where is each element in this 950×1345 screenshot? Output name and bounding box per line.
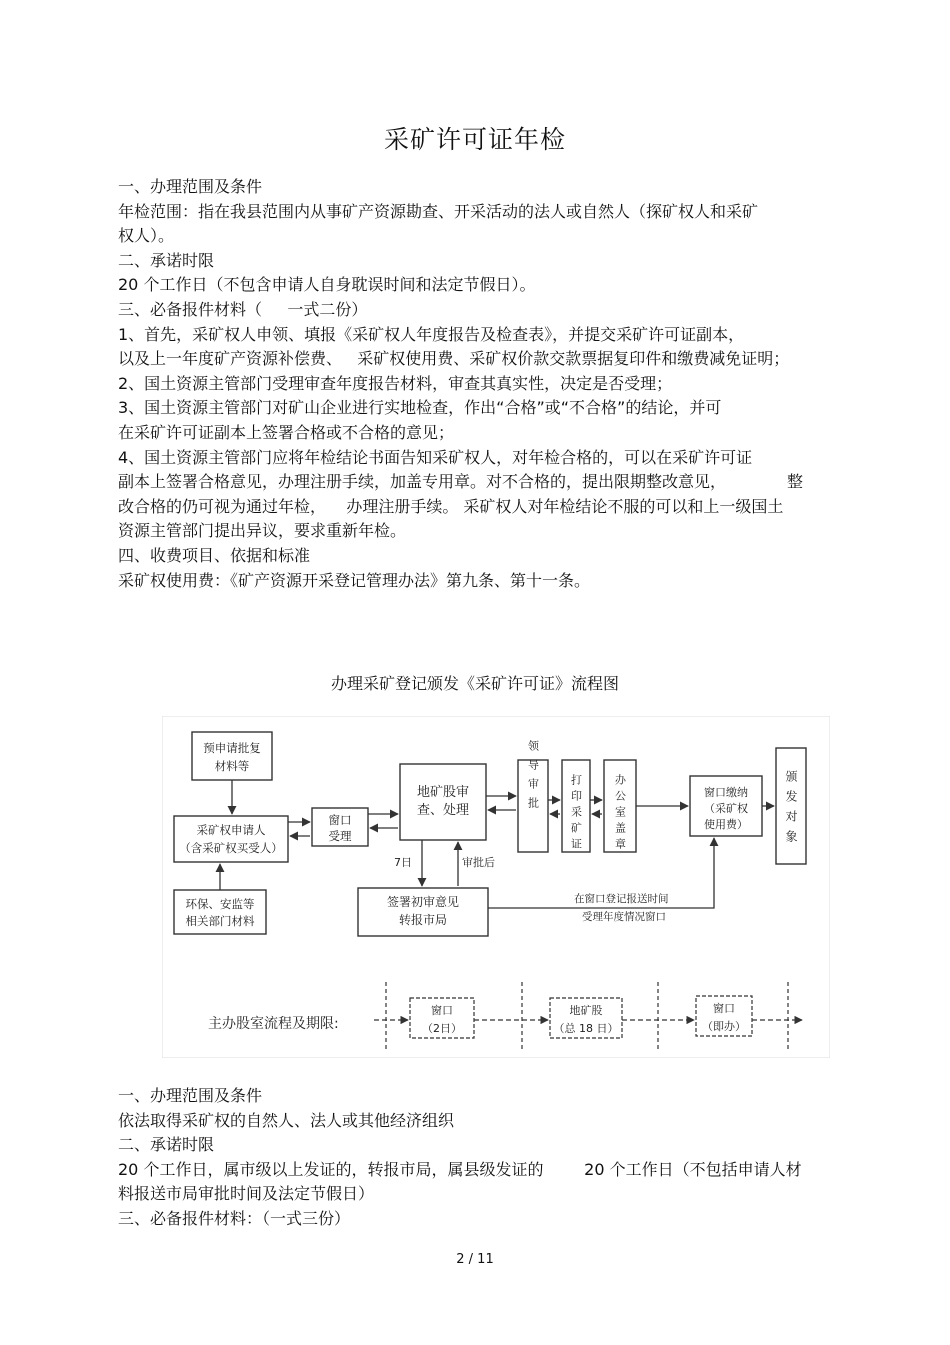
box-collect-line3: 使用费） — [704, 818, 748, 831]
section-annual-inspection — [118, 175, 878, 593]
text-line: 资源主管部门提出异议，要求重新年检。 — [118, 521, 407, 541]
label-note-line1: 在窗口登记报送时间 — [574, 893, 669, 905]
figure-caption: 办理采矿登记颁发《采矿许可证》流程图 — [330, 674, 619, 693]
text-line: 20 个工作日（不包含申请人自身耽误时间和法定节假日）。 — [118, 275, 536, 295]
text-line: 权人）。 — [118, 226, 175, 246]
label-after-approval: 审批后 — [462, 856, 495, 869]
text-line: 料报送市局审批时间及法定节假日） — [118, 1184, 375, 1204]
text-line: 年检范围：指在我县范围内从事矿产资源勘查、开采活动的法人或自然人（探矿权人和采矿 — [118, 201, 759, 221]
document-title: 采矿许可证年检 — [383, 125, 566, 154]
box-sign-line2: 转报市局 — [398, 913, 448, 927]
text-line: 四、收费项目、依据和标准 — [118, 545, 311, 565]
timeline-label: 主办股室流程及期限: — [208, 1016, 339, 1032]
text-line: 三、必备报件材料：（一式三份） — [118, 1208, 351, 1228]
label-note-line2: 受理年度情况窗口 — [582, 911, 666, 923]
text-line: 一、办理范围及条件 — [118, 1086, 263, 1105]
flowchart — [162, 716, 830, 1058]
text-line: 二、承诺时限 — [118, 1135, 215, 1155]
text-line: 1、首先，采矿权人申领、填报《采矿权人年度报告及检查表》，并提交采矿许可证副本， — [118, 324, 745, 344]
text-line: 依法取得采矿权的自然人、法人或其他经济组织 — [118, 1110, 455, 1130]
box-issue: 颁发对象 — [784, 770, 798, 850]
timeline-step2-line1: 地矿股 — [569, 1004, 603, 1017]
box-window-line2: 受理 — [328, 829, 352, 843]
box-review-line1: 地矿股审 — [416, 785, 470, 800]
box-collect-line2: （采矿权 — [704, 802, 748, 815]
box-applicant-line1: 采矿权申请人 — [196, 823, 266, 837]
timeline-step2-line2: （总 18 日） — [553, 1022, 619, 1035]
box-sign-line1: 签署初审意见 — [386, 895, 460, 909]
flowchart-svg — [162, 716, 830, 1058]
label-7days: 7日 — [394, 856, 412, 869]
box-office: 办公室盖章 — [613, 774, 627, 854]
timeline-step3-line1: 窗口 — [713, 1002, 735, 1015]
text-line: 2、国土资源主管部门受理审查年度报告材料，审查其真实性，决定是否受理； — [118, 373, 673, 393]
text-line: 3、国土资源主管部门对矿山企业进行实地检查，作出“合格”或“不合格”的结论，并可 — [118, 398, 722, 418]
text-line: 三、必备报件材料（ 一式二份） — [118, 299, 368, 319]
text-line: 副本上签署合格意见，办理注册手续，加盖专用章。对不合格的，提出限期整改意见， 整 — [118, 472, 804, 492]
box-review-line2: 查、处理 — [416, 803, 470, 818]
text-line: 一、办理范围及条件 — [118, 177, 263, 196]
section-mining-registration — [118, 1084, 878, 1232]
text-line: 二、承诺时限 — [118, 250, 215, 270]
box-applicant-line2: （含采矿权买受人） — [179, 841, 283, 855]
box-approval-line1: 预申请批复 — [203, 741, 261, 755]
text-line: 4、国土资源主管部门应将年检结论书面告知采矿权人，对年检合格的，可以在采矿许可证 — [118, 447, 753, 467]
box-collect-line1: 窗口缴纳 — [704, 786, 748, 799]
box-window-line1: 窗口 — [328, 813, 352, 827]
timeline-step1-line2: （2日） — [422, 1022, 462, 1035]
text-line: 改合格的仍可视为通过年检， 办理注册手续。 采矿权人对年检结论不服的可以和上一级国土 — [118, 496, 784, 516]
timeline-step1-line1: 窗口 — [431, 1004, 453, 1017]
box-env-line2: 相关部门材料 — [185, 914, 255, 928]
page-number: 2 / 11 — [456, 1252, 494, 1267]
box-env-line1: 环保、安监等 — [185, 897, 255, 911]
box-print: 打印采矿证 — [569, 774, 583, 854]
box-leader: 领导审批 — [526, 740, 540, 816]
text-line: 采矿权使用费：《矿产资源开采登记管理办法》第九条、第十一条。 — [118, 570, 591, 590]
text-line: 以及上一年度矿产资源补偿费、 采矿权使用费、采矿权价款交款票据复印件和缴费减免证明； — [118, 349, 790, 369]
box-approval-line2: 材料等 — [214, 759, 250, 773]
text-line: 20 个工作日，属市级以上发证的，转报市局，属县级发证的 20 个工作日（不包括申请人材 — [118, 1159, 802, 1179]
text-line: 在采矿许可证副本上签署合格或不合格的意见； — [118, 422, 455, 442]
timeline-step3-line2: （即办） — [702, 1020, 746, 1033]
